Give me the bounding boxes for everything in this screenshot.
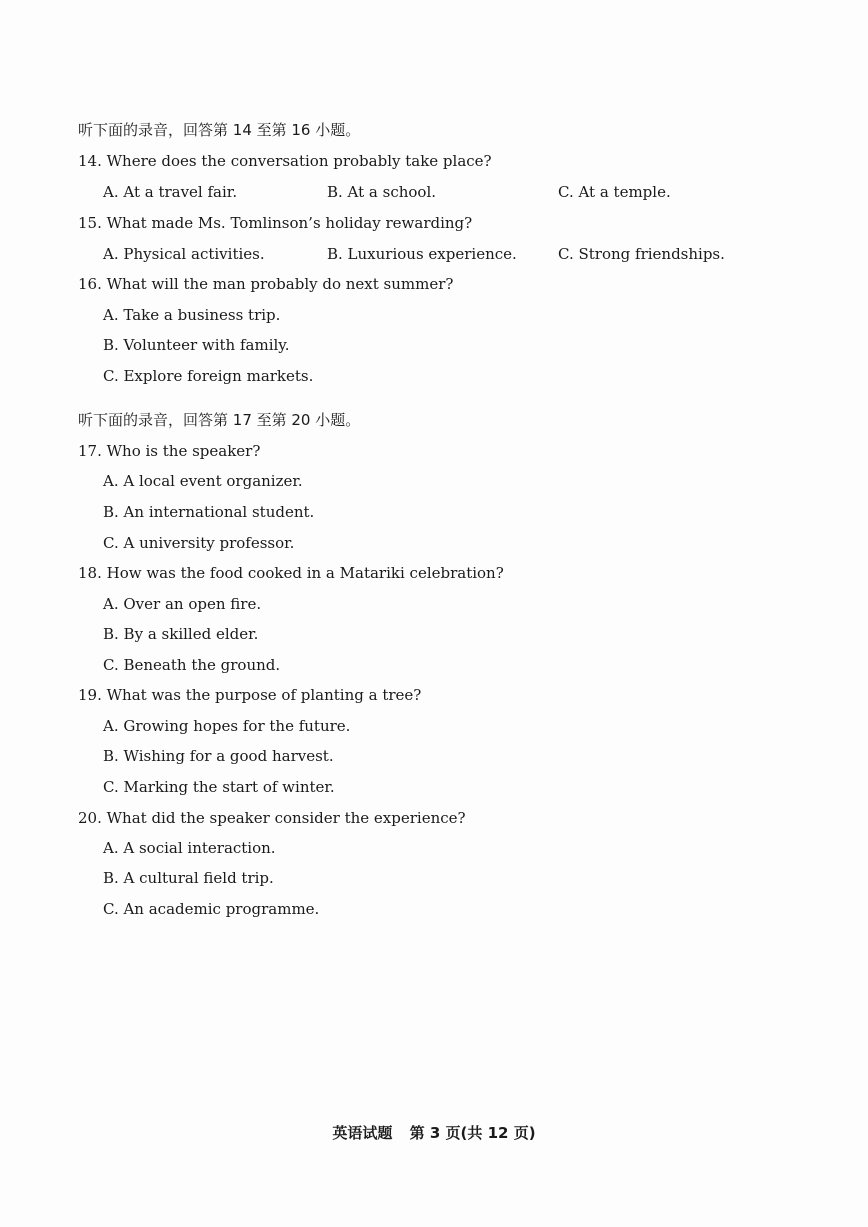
option-a: A. At a travel fair. <box>103 183 238 201</box>
option-a: A. A social interaction. <box>103 839 276 857</box>
option-a: A. Over an open fire. <box>103 595 262 613</box>
question-stem: 17. Who is the speaker? <box>78 442 261 460</box>
question-stem: 18. How was the food cooked in a Matariki celebration? <box>78 564 504 582</box>
question-stem: 20. What did the speaker consider the experience? <box>78 809 466 827</box>
option-c: C. Explore foreign markets. <box>103 367 314 385</box>
option-b: B. An international student. <box>103 503 315 521</box>
option-b: B. A cultural field trip. <box>103 869 274 887</box>
option-a: A. Take a business trip. <box>103 306 281 324</box>
option-b: B. By a skilled elder. <box>103 625 259 643</box>
question-stem: 19. What was the purpose of planting a tree? <box>78 686 422 704</box>
option-b: B. Luxurious experience. <box>327 245 517 263</box>
footer-subject: 英语试题 <box>332 1124 393 1142</box>
option-c: C. Beneath the ground. <box>103 656 281 674</box>
option-a: A. Growing hopes for the future. <box>103 717 351 735</box>
option-b: B. At a school. <box>327 183 437 201</box>
option-a: A. A local event organizer. <box>103 472 303 490</box>
page-footer <box>0 1122 868 1143</box>
option-c: C. At a temple. <box>558 183 671 201</box>
question-stem: 14. Where does the conversation probably take place? <box>78 152 492 170</box>
section-heading: 听下面的录音，回答第 17 至第 20 小题。 <box>78 411 361 429</box>
option-c: C. An academic programme. <box>103 900 320 918</box>
footer-page-number: 第 3 页(共 12 页) <box>409 1124 536 1142</box>
option-c: C. A university professor. <box>103 534 295 552</box>
question-stem: 16. What will the man probably do next summer? <box>78 275 454 293</box>
option-b: B. Wishing for a good harvest. <box>103 747 334 765</box>
section-heading: 听下面的录音，回答第 14 至第 16 小题。 <box>78 121 361 139</box>
option-c: C. Strong friendships. <box>558 245 725 263</box>
option-c: C. Marking the start of winter. <box>103 778 335 796</box>
question-stem: 15. What made Ms. Tomlinson’s holiday rewarding? <box>78 214 473 232</box>
option-b: B. Volunteer with family. <box>103 336 290 354</box>
option-a: A. Physical activities. <box>103 245 265 263</box>
